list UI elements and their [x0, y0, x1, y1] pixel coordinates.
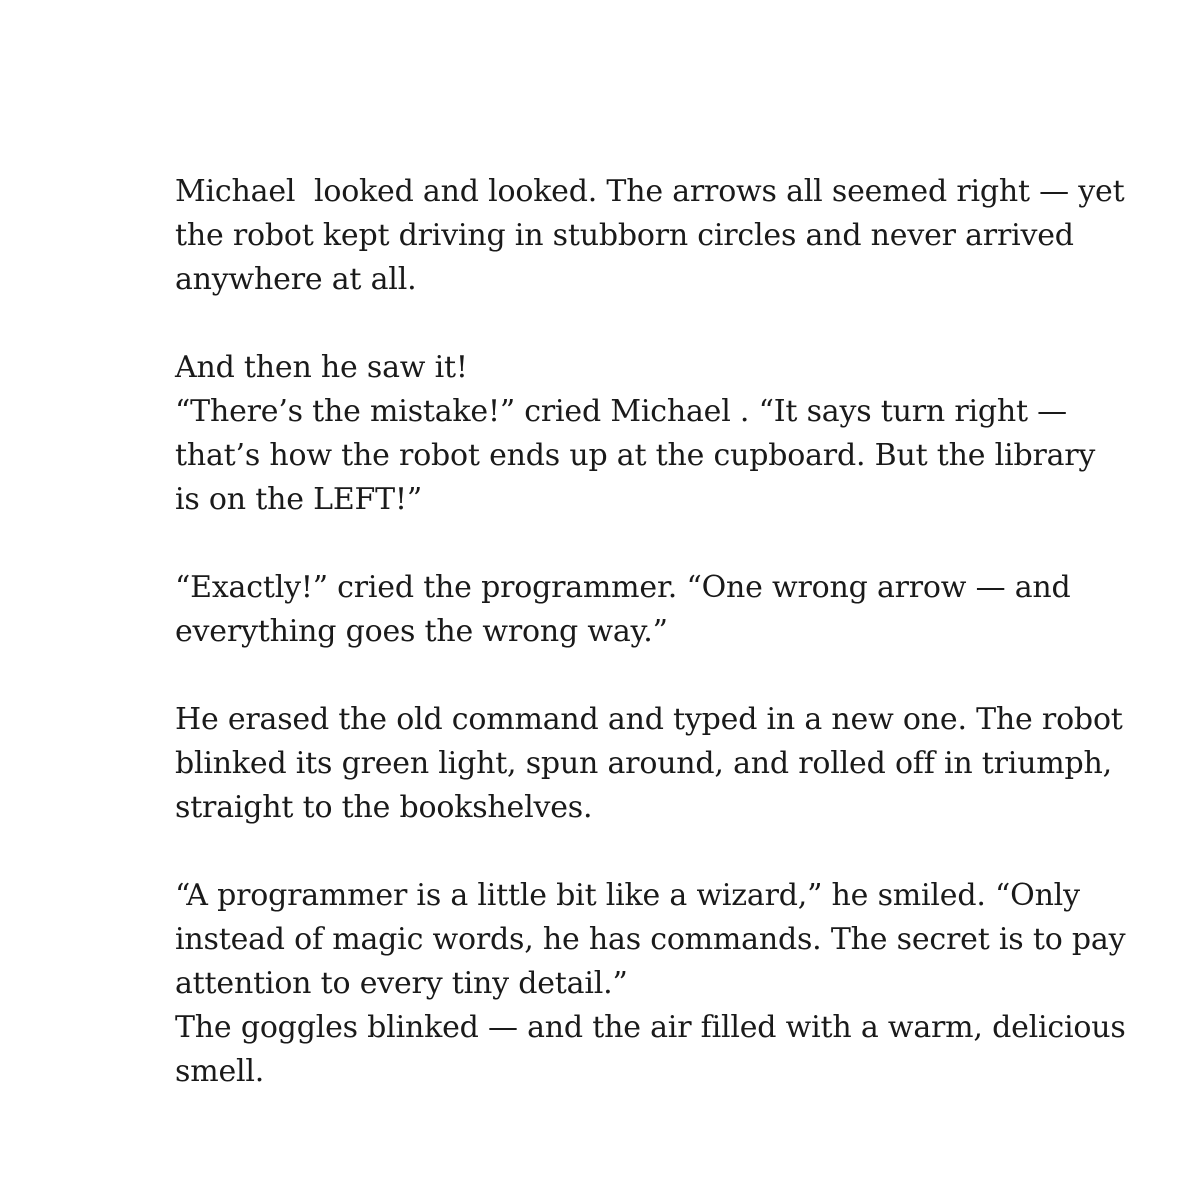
story-paragraph-4: [175, 698, 1123, 830]
text-line: that’s how the robot ends up at the cupboard. But the library: [175, 438, 1096, 473]
story-paragraph-2: [175, 346, 1105, 522]
text-line: anywhere at all.: [175, 262, 417, 297]
text-line: is on the LEFT!”: [175, 482, 422, 517]
text-line: “Exactly!” cried the programmer. “One wrong arrow — and: [175, 570, 1071, 605]
text-line: He erased the old command and typed in a new one. The robot: [175, 702, 1123, 737]
text-line: blinked its green light, spun around, and rolled off in triumph,: [175, 746, 1113, 781]
text-line: The goggles blinked — and the air filled with a warm, delicious: [175, 1010, 1126, 1045]
text-line: everything goes the wrong way.”: [175, 614, 668, 649]
text-line: the robot kept driving in stubborn circles and never arrived: [175, 218, 1074, 253]
text-line: “A programmer is a little bit like a wizard,” he smiled. “Only: [175, 878, 1080, 913]
story-paragraph-5: [175, 874, 1126, 1094]
text-line: smell.: [175, 1054, 265, 1089]
text-line: “There’s the mistake!” cried Michael . “It says turn right —: [175, 394, 1067, 429]
story-paragraph-1: [175, 170, 1125, 302]
story-page: [175, 170, 1126, 1094]
text-line: attention to every tiny detail.”: [175, 966, 628, 1001]
text-line: And then he saw it!: [175, 350, 468, 385]
text-line: straight to the bookshelves.: [175, 790, 593, 825]
story-paragraph-3: [175, 566, 1105, 654]
text-line: Michael looked and looked. The arrows all seemed right — yet: [175, 174, 1125, 209]
text-line: instead of magic words, he has commands. The secret is to pay: [175, 922, 1126, 957]
